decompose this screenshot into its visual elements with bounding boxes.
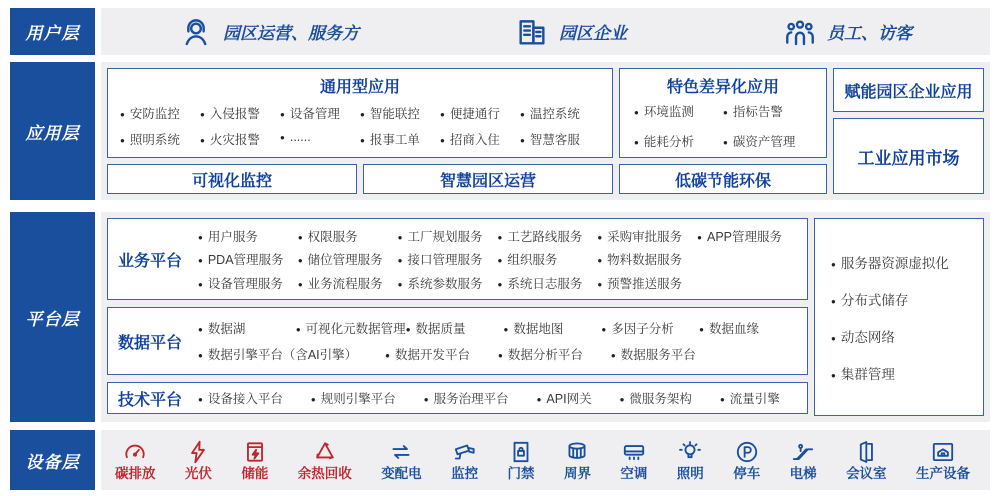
user-group-park-operators bbox=[179, 15, 359, 49]
platform-layer bbox=[10, 212, 990, 422]
service-item: ● 数据地图 bbox=[504, 319, 602, 337]
app-item: ● 火灾报警 bbox=[200, 130, 280, 148]
meeting-room-icon bbox=[853, 439, 879, 465]
device-elevator bbox=[790, 439, 817, 482]
ribbon-label: 可视化监控 bbox=[191, 172, 272, 190]
application-layer bbox=[10, 62, 990, 200]
service-item: ● 可视化元数据管理 bbox=[296, 319, 406, 337]
infra-item: ● 集群管理 bbox=[831, 363, 967, 383]
data-row bbox=[198, 319, 797, 337]
device-layer-label: 设备层 bbox=[10, 430, 95, 490]
device-energy-storage bbox=[241, 439, 268, 482]
tech-platform-title: 技术平台 bbox=[118, 391, 183, 409]
ac-icon bbox=[621, 439, 647, 465]
device-meeting-room bbox=[846, 439, 887, 482]
empower-enterprise-apps-box bbox=[833, 68, 984, 112]
special-apps-box bbox=[619, 68, 827, 158]
lightning-icon bbox=[185, 439, 211, 465]
device-label: 生产设备 bbox=[915, 465, 970, 481]
app-item: ● 温控系统 bbox=[520, 104, 600, 122]
service-item: ● 用户服务 bbox=[198, 227, 298, 245]
device-label: 照明 bbox=[676, 465, 704, 481]
ribbon-smart-park-operation bbox=[363, 164, 613, 194]
service-item: ● 数据服务平台 bbox=[611, 345, 696, 363]
application-column-right bbox=[833, 68, 984, 194]
app-item: ● 智慧客服 bbox=[520, 130, 600, 148]
data-platform-box bbox=[107, 307, 808, 375]
service-item: ● 权限服务 bbox=[298, 227, 398, 245]
fence-icon bbox=[564, 439, 590, 465]
service-item: ● 系统参数服务 bbox=[398, 274, 498, 292]
gauge-icon bbox=[122, 439, 148, 465]
infrastructure-box bbox=[814, 218, 984, 416]
device-parking bbox=[733, 439, 760, 482]
app-item: ● 安防监控 bbox=[120, 104, 200, 122]
parking-icon bbox=[734, 439, 760, 465]
data-platform-rows bbox=[198, 310, 797, 372]
user-group-label: 园区企业 bbox=[559, 24, 627, 43]
device-access-control bbox=[508, 439, 535, 482]
device-solar-pv bbox=[185, 439, 212, 482]
device-hvac bbox=[620, 439, 647, 482]
general-apps-box bbox=[107, 68, 613, 158]
market-label: 工业应用市场 bbox=[857, 148, 960, 168]
app-item: ● 设备管理 bbox=[280, 104, 360, 122]
business-row bbox=[198, 274, 797, 292]
application-column-general bbox=[107, 68, 613, 194]
device-cctv bbox=[451, 439, 478, 482]
device-layer bbox=[10, 430, 990, 490]
escalator-icon bbox=[790, 439, 816, 465]
battery-icon bbox=[242, 439, 268, 465]
service-item: ● 数据引擎平台（含AI引擎） bbox=[198, 345, 357, 363]
machine-icon bbox=[930, 439, 956, 465]
device-label: 光伏 bbox=[184, 465, 212, 481]
app-item: ● 环境监测 bbox=[634, 102, 723, 120]
user-groups bbox=[101, 8, 990, 55]
app-item: ● 招商入住 bbox=[440, 130, 520, 148]
business-platform-box bbox=[107, 218, 808, 300]
user-group-staff-visitors bbox=[783, 15, 912, 49]
app-item: ● 能耗分析 bbox=[634, 132, 723, 150]
service-item: ● 数据血缘 bbox=[699, 319, 797, 337]
ribbon-visual-monitoring bbox=[107, 164, 357, 194]
service-item: ● 预警推送服务 bbox=[597, 274, 697, 292]
service-item: ● 设备管理服务 bbox=[198, 274, 298, 292]
app-item: ● ...... bbox=[280, 130, 360, 148]
service-item: ● 数据湖 bbox=[198, 319, 296, 337]
infra-item: ● 动态网络 bbox=[831, 326, 967, 346]
bulb-icon bbox=[677, 439, 703, 465]
empower-label: 赋能园区企业应用 bbox=[844, 83, 973, 101]
tech-platform-box bbox=[107, 382, 808, 414]
service-item: ● 物料数据服务 bbox=[597, 250, 697, 268]
app-item: ● 指标告警 bbox=[723, 102, 812, 120]
service-item: ● 多因子分析 bbox=[601, 319, 699, 337]
device-production-equipment bbox=[916, 439, 970, 482]
service-item: ● 流量引擎 bbox=[720, 389, 780, 407]
people-icon bbox=[783, 15, 817, 49]
service-item: ● 储位管理服务 bbox=[298, 250, 398, 268]
app-item: ● 智能联控 bbox=[360, 104, 440, 122]
app-item: ● 入侵报警 bbox=[200, 104, 280, 122]
platform-layer-label: 平台层 bbox=[10, 212, 95, 422]
service-item: ● 工厂规划服务 bbox=[398, 227, 498, 245]
app-item: ● 碳资产管理 bbox=[723, 132, 812, 150]
service-item: ● 设备接入平台 bbox=[198, 389, 283, 407]
tech-platform-rows bbox=[198, 385, 797, 411]
device-label: 碳排放 bbox=[115, 465, 156, 481]
service-item: ● 采购审批服务 bbox=[597, 227, 697, 245]
operator-icon bbox=[179, 15, 213, 49]
device-label: 门禁 bbox=[507, 465, 535, 481]
service-item: ● 系统日志服务 bbox=[498, 274, 598, 292]
service-item: ● 业务流程服务 bbox=[298, 274, 398, 292]
tech-row bbox=[198, 389, 797, 407]
service-item: ● 微服务架构 bbox=[620, 389, 692, 407]
business-row bbox=[198, 250, 797, 268]
device-label: 余热回收 bbox=[297, 465, 352, 481]
app-item: ● 照明系统 bbox=[120, 130, 200, 148]
business-platform-title: 业务平台 bbox=[118, 252, 183, 270]
general-apps-list bbox=[120, 101, 600, 151]
app-item: ● 报事工单 bbox=[360, 130, 440, 148]
data-row bbox=[198, 345, 797, 363]
general-ribbons bbox=[107, 164, 613, 194]
application-layer-body bbox=[101, 62, 990, 200]
platform-left-column bbox=[107, 218, 808, 416]
special-apps-title: 特色差异化应用 bbox=[666, 79, 779, 96]
device-list bbox=[101, 430, 990, 490]
ribbon-label: 低碳节能环保 bbox=[674, 172, 771, 190]
user-group-park-enterprises bbox=[515, 15, 627, 49]
device-waste-heat-recovery bbox=[298, 439, 352, 482]
ribbon-low-carbon bbox=[619, 164, 827, 194]
device-label: 监控 bbox=[451, 465, 479, 481]
industrial-app-market-box bbox=[833, 118, 984, 194]
device-label: 会议室 bbox=[846, 465, 887, 481]
user-layer-label: 用户层 bbox=[10, 8, 95, 55]
door-lock-icon bbox=[508, 439, 534, 465]
infra-item: ● 服务器资源虚拟化 bbox=[831, 252, 967, 272]
swap-arrows-icon bbox=[388, 439, 414, 465]
camera-icon bbox=[452, 439, 478, 465]
service-item: ● 接口管理服务 bbox=[398, 250, 498, 268]
app-item: ● 便捷通行 bbox=[440, 104, 520, 122]
service-item: ● PDA管理服务 bbox=[198, 250, 298, 268]
service-item: ● 数据质量 bbox=[406, 319, 504, 337]
service-item: ● API网关 bbox=[537, 389, 592, 407]
infra-item: ● 分布式储存 bbox=[831, 289, 967, 309]
general-apps-title: 通用型应用 bbox=[319, 79, 400, 96]
device-label: 电梯 bbox=[789, 465, 817, 481]
user-group-label: 员工、访客 bbox=[827, 24, 912, 43]
platform-layer-body bbox=[101, 212, 990, 422]
user-layer bbox=[10, 8, 990, 55]
ribbon-label: 智慧园区运营 bbox=[439, 172, 536, 190]
service-item: ● 数据开发平台 bbox=[385, 345, 470, 363]
device-label: 储能 bbox=[241, 465, 269, 481]
service-item: ● 组织服务 bbox=[498, 250, 598, 268]
device-label: 周界 bbox=[563, 465, 591, 481]
building-icon bbox=[515, 15, 549, 49]
service-item: ● 服务治理平台 bbox=[424, 389, 509, 407]
service-item: ● 数据分析平台 bbox=[498, 345, 583, 363]
device-label: 空调 bbox=[620, 465, 648, 481]
device-label: 变配电 bbox=[381, 465, 422, 481]
business-platform-rows bbox=[198, 221, 797, 297]
device-carbon-emission bbox=[115, 439, 156, 482]
data-platform-title: 数据平台 bbox=[118, 334, 183, 352]
service-item: ● 规则引擎平台 bbox=[311, 389, 396, 407]
special-apps-list bbox=[632, 101, 814, 151]
device-power-distribution bbox=[381, 439, 422, 482]
device-lighting bbox=[677, 439, 704, 482]
business-row bbox=[198, 227, 797, 245]
service-item: ● 工艺路线服务 bbox=[498, 227, 598, 245]
device-perimeter bbox=[564, 439, 591, 482]
device-label: 停车 bbox=[733, 465, 761, 481]
application-column-special bbox=[619, 68, 827, 194]
application-layer-label: 应用层 bbox=[10, 62, 95, 200]
user-group-label: 园区运营、服务方 bbox=[223, 24, 359, 43]
service-item: ● APP管理服务 bbox=[697, 227, 797, 245]
recycle-icon bbox=[312, 439, 338, 465]
